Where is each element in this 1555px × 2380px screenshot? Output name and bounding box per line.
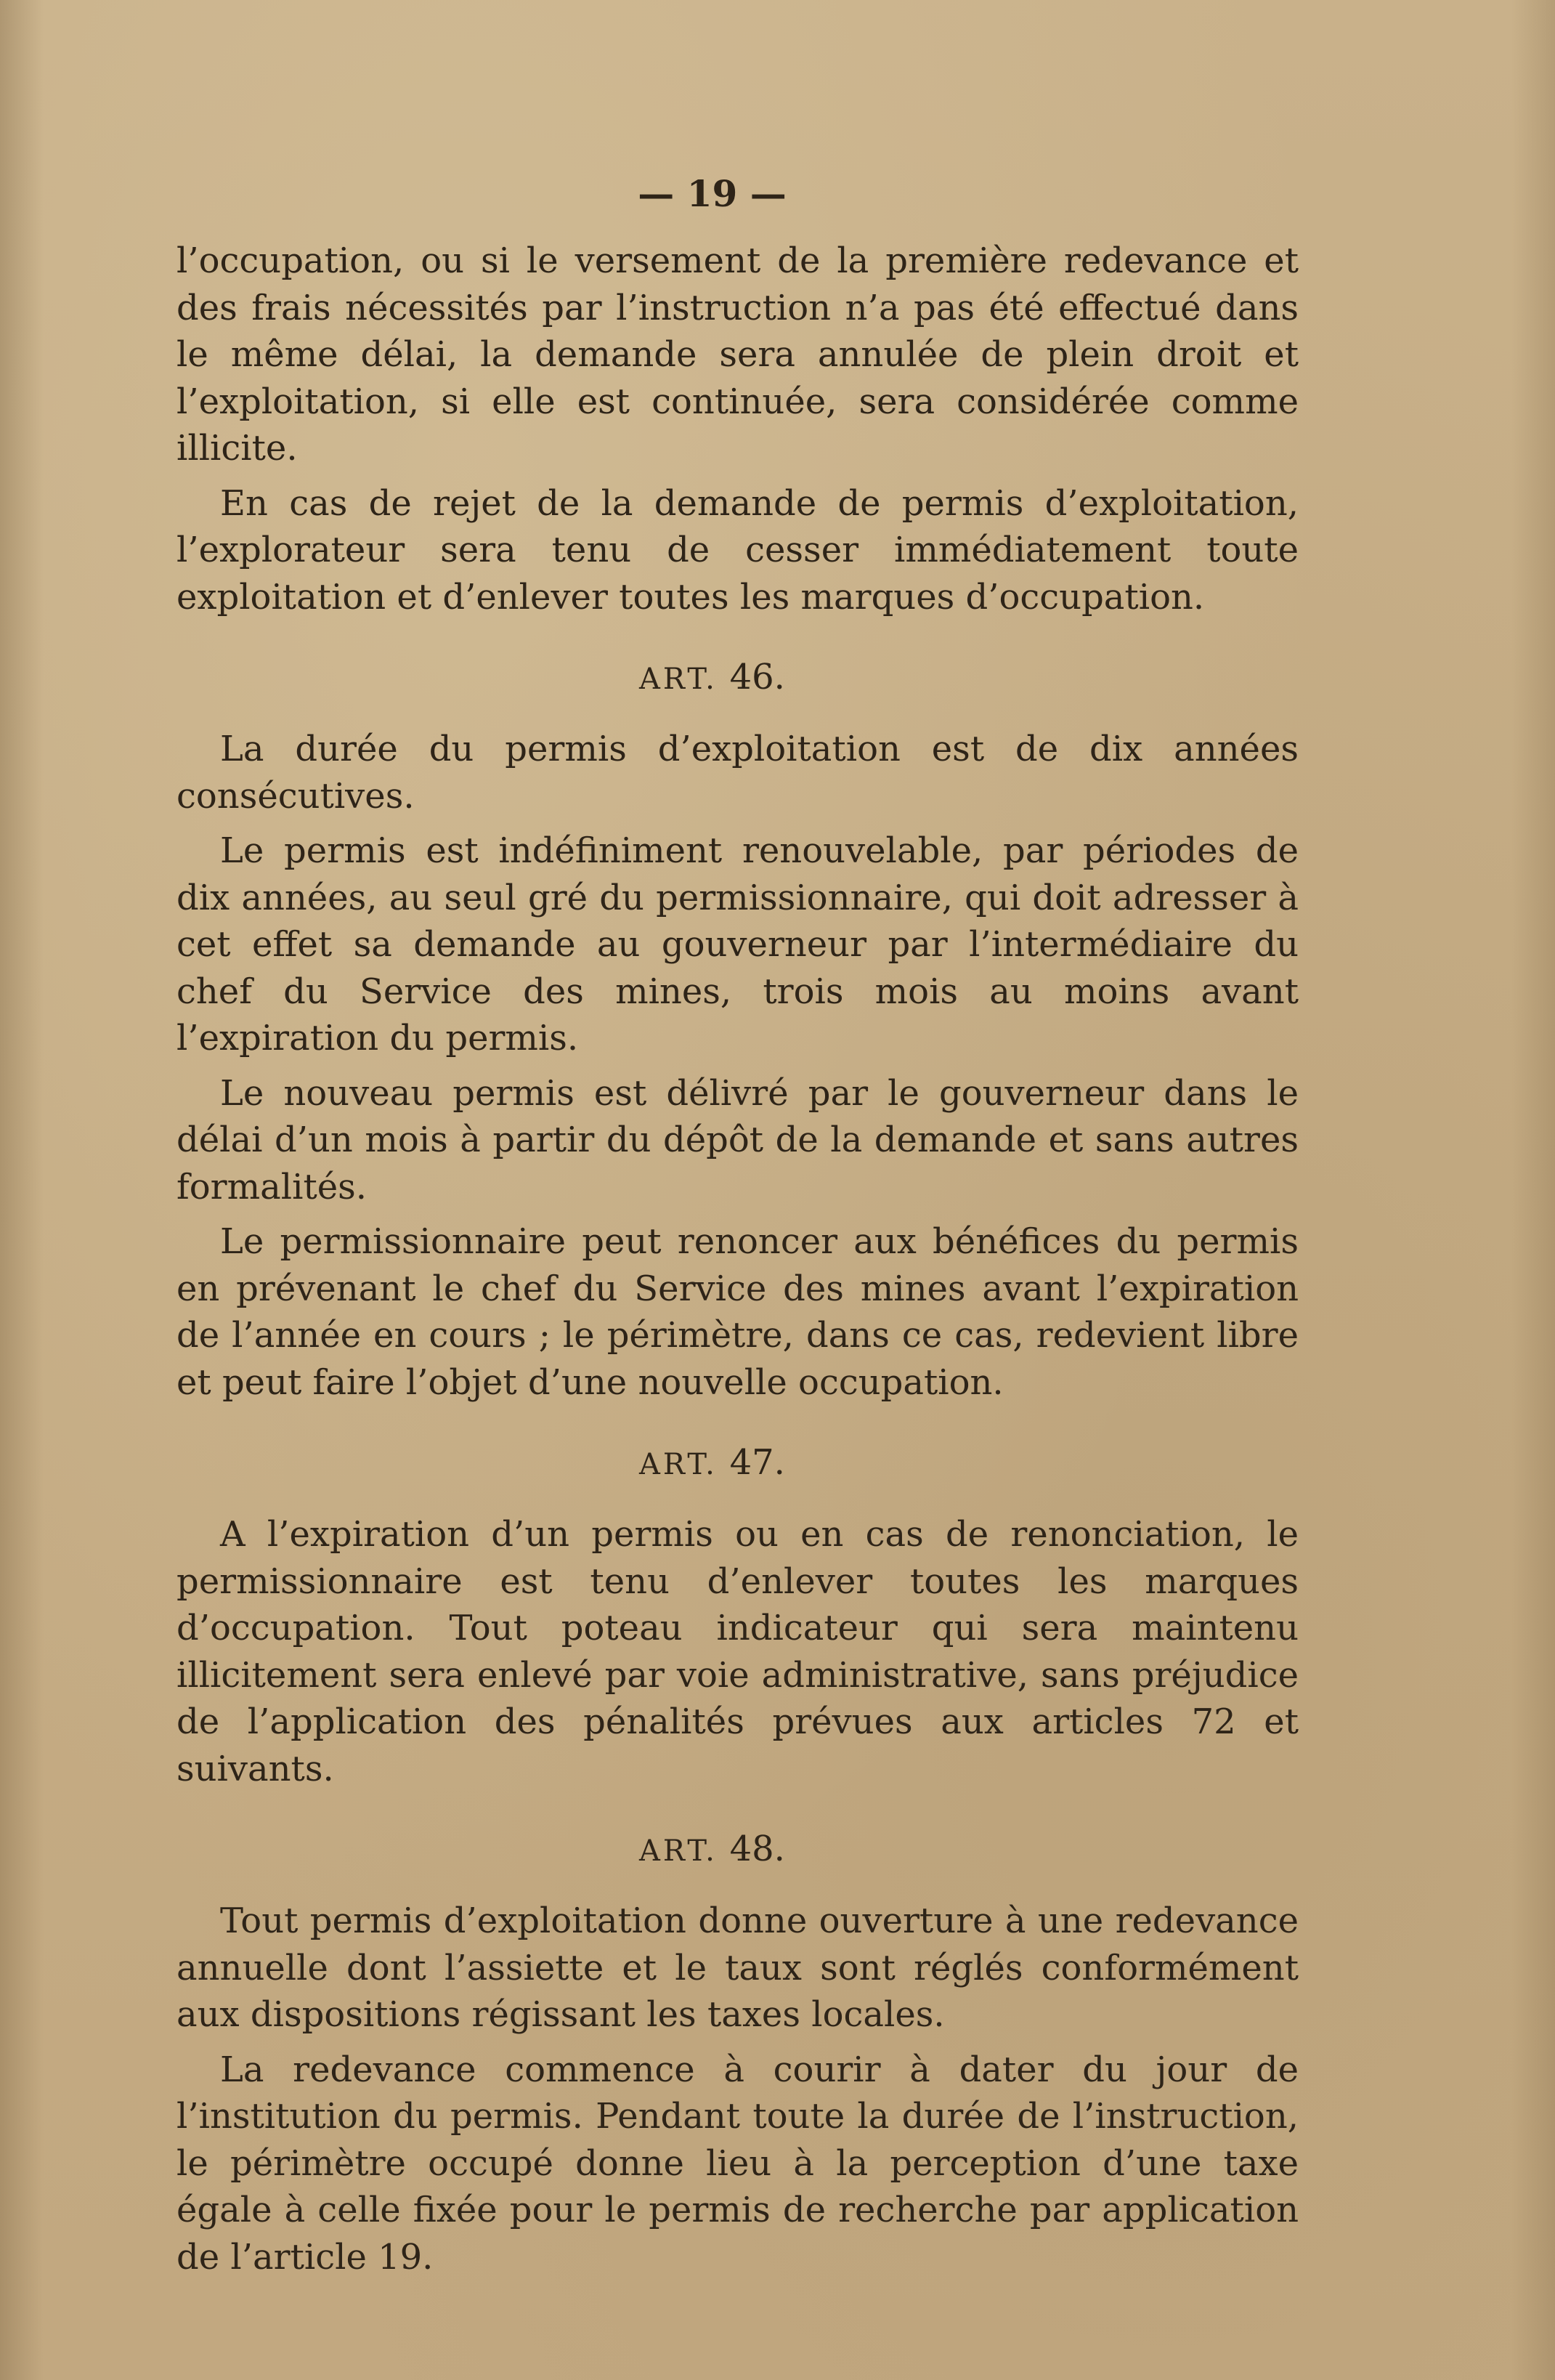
page-edge-shadow-right [1511, 0, 1555, 2380]
paragraph: La redevance commence à courir à dater du jour de l’institution du permis. Pendant toute la durée de l’instruction, le périmètre occupé donne lieu à la perception d’une taxe égale à celle fixée pour le permis de recherche par application de l’article 19. [176, 2049, 1299, 2278]
page-edge-shadow-left [0, 0, 44, 2380]
article-label: ART. [639, 663, 718, 696]
document-body [176, 169, 1299, 2288]
page-number: — 19 — [638, 172, 787, 215]
article-label: ART. [639, 1448, 718, 1481]
paragraph: A l’expiration d’un permis ou en cas de renonciation, le permissionnaire est tenu d’enlever toutes les marques d’occupation. Tout poteau indicateur qui sera maintenu illicitement sera enlevé par voie administrative, sans préjudice de l’application des pénalités prévues aux articles 72 et suivants. [176, 1514, 1299, 1789]
paragraph: Le permissionnaire peut renoncer aux bénéfices du permis en prévenant le chef du Service des mines avant l’expiration de l’année en cours ; le périmètre, dans ce cas, redevient libre et peut faire l’objet d’une nouvelle occupation. [176, 1221, 1299, 1403]
article-number: 48. [729, 1829, 785, 1869]
paragraph: l’occupation, ou si le versement de la première redevance et des frais nécessités par l’instruction n’a pas été effectué dans le même délai, la demande sera annulée de plein droit et l’exploitation, si elle est continuée, sera considérée comme illicite. [176, 240, 1299, 469]
article-heading-46 [176, 655, 1299, 701]
paragraph: Le permis est indéfiniment renouvelable, par périodes de dix années, au seul gré du permissionnaire, qui doit adresser à cet effet sa demande au gouverneur par l’intermédiaire du chef du Service des mines, trois mois au moins avant l’expiration du permis. [176, 830, 1299, 1059]
article-label: ART. [639, 1834, 718, 1868]
paragraph: En cas de rejet de la demande de permis d’exploitation, l’explorateur sera tenu de cesser immédiatement toute exploitation et d’enlever toutes les marques d’occupation. [176, 482, 1299, 618]
article-heading-47 [176, 1441, 1299, 1486]
article-number: 46. [729, 657, 785, 697]
article-heading-48 [176, 1827, 1299, 1873]
paragraph: La durée du permis d’exploitation est de dix années consécutives. [176, 729, 1299, 817]
paragraph: Le nouveau permis est délivré par le gouverneur dans le délai d’un mois à partir du dépôt de la demande et sans autres formalités. [176, 1072, 1299, 1207]
article-number: 47. [729, 1442, 785, 1483]
paragraph: Tout permis d’exploitation donne ouverture à une redevance annuelle dont l’assiette et le taux sont réglés conformément aux dispositions régissant les taxes locales. [176, 1901, 1299, 2035]
